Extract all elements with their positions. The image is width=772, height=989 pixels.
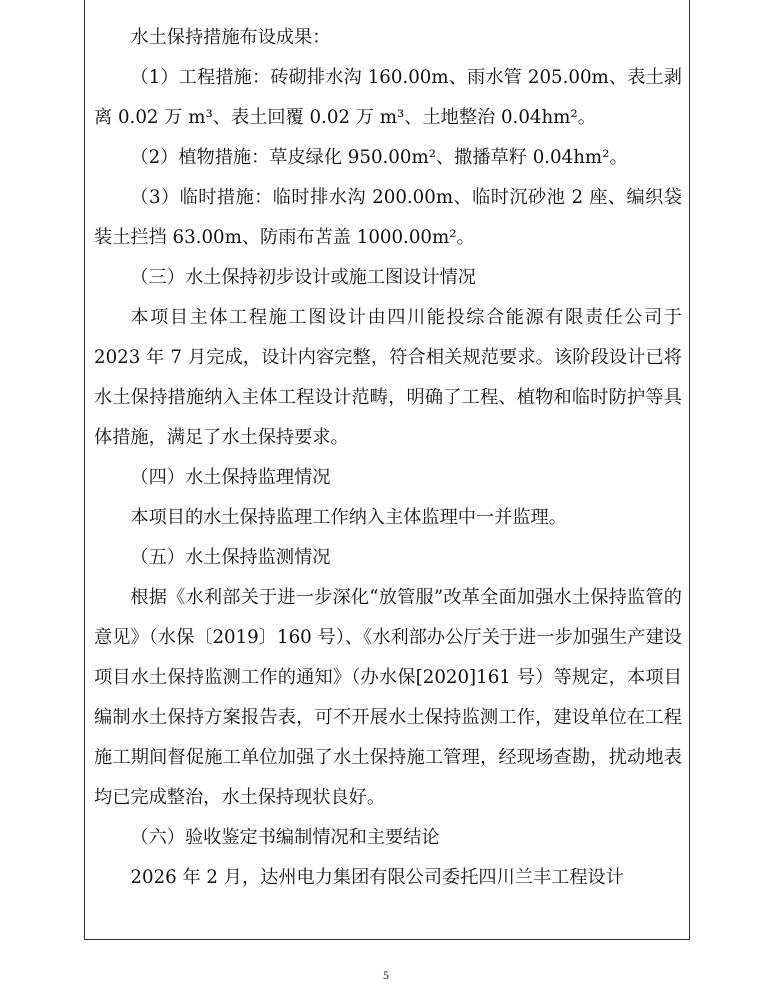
paragraph-temporary-measures: （3）临时措施：临时排水沟 200.00m、临时沉砂池 2 座、编织袋装土拦挡 63.00m、防雨布苫盖 1000.00m²。 <box>94 187 682 248</box>
paragraph-engineering-measures: （1）工程措施：砖砌排水沟 160.00m、雨水管 205.00m、表土剥离 0.02 万 m³、表土回覆 0.02 万 m³、土地整治 0.04hm²。 <box>94 67 682 128</box>
section-heading-monitoring: （五）水土保持监测情况 <box>130 547 331 568</box>
page-number: 5 <box>383 968 389 982</box>
paragraph-measures-heading: 水土保持措施布设成果： <box>130 27 331 48</box>
section-heading-acceptance: （六）验收鉴定书编制情况和主要结论 <box>130 827 440 848</box>
paragraph-supervision: 本项目的水土保持监理工作纳入主体监理中一并监理。 <box>130 507 567 528</box>
paragraph-plant-measures: （2）植物措施：草皮绿化 950.00m²、撒播草籽 0.04hm²。 <box>130 147 628 168</box>
paragraph-monitoring: 根据《水利部关于进一步深化“放管服”改革全面加强水土保持监管的意见》（水保〔2019〕160 号）、《水利部办公厅关于进一步加强生产建设项目水土保持监测工作的通知》（办水保[2020]161 号）等规定，本项目编制水土保持方案报告表，可不开展水土保持监测工作，建设单位在工程施工期间督促施工单位加强了水土保持施工管理，经现场查勘，扰动地表均已完成整治，水土保持现状良好。 <box>94 587 682 808</box>
section-heading-design: （三）水土保持初步设计或施工图设计情况 <box>130 267 476 288</box>
paragraph-acceptance: 2026 年 2 月，达州电力集团有限公司委托四川兰丰工程设计 <box>130 867 624 888</box>
document-body <box>94 18 682 898</box>
section-heading-supervision: （四）水土保持监理情况 <box>130 467 331 488</box>
paragraph-design: 本项目主体工程施工图设计由四川能投综合能源有限责任公司于 2023 年 7 月完成，设计内容完整，符合相关规范要求。该阶段设计已将水土保持措施纳入主体工程设计范畴，明确了工程、植物和临时防护等具体措施，满足了水土保持要求。 <box>94 307 682 448</box>
